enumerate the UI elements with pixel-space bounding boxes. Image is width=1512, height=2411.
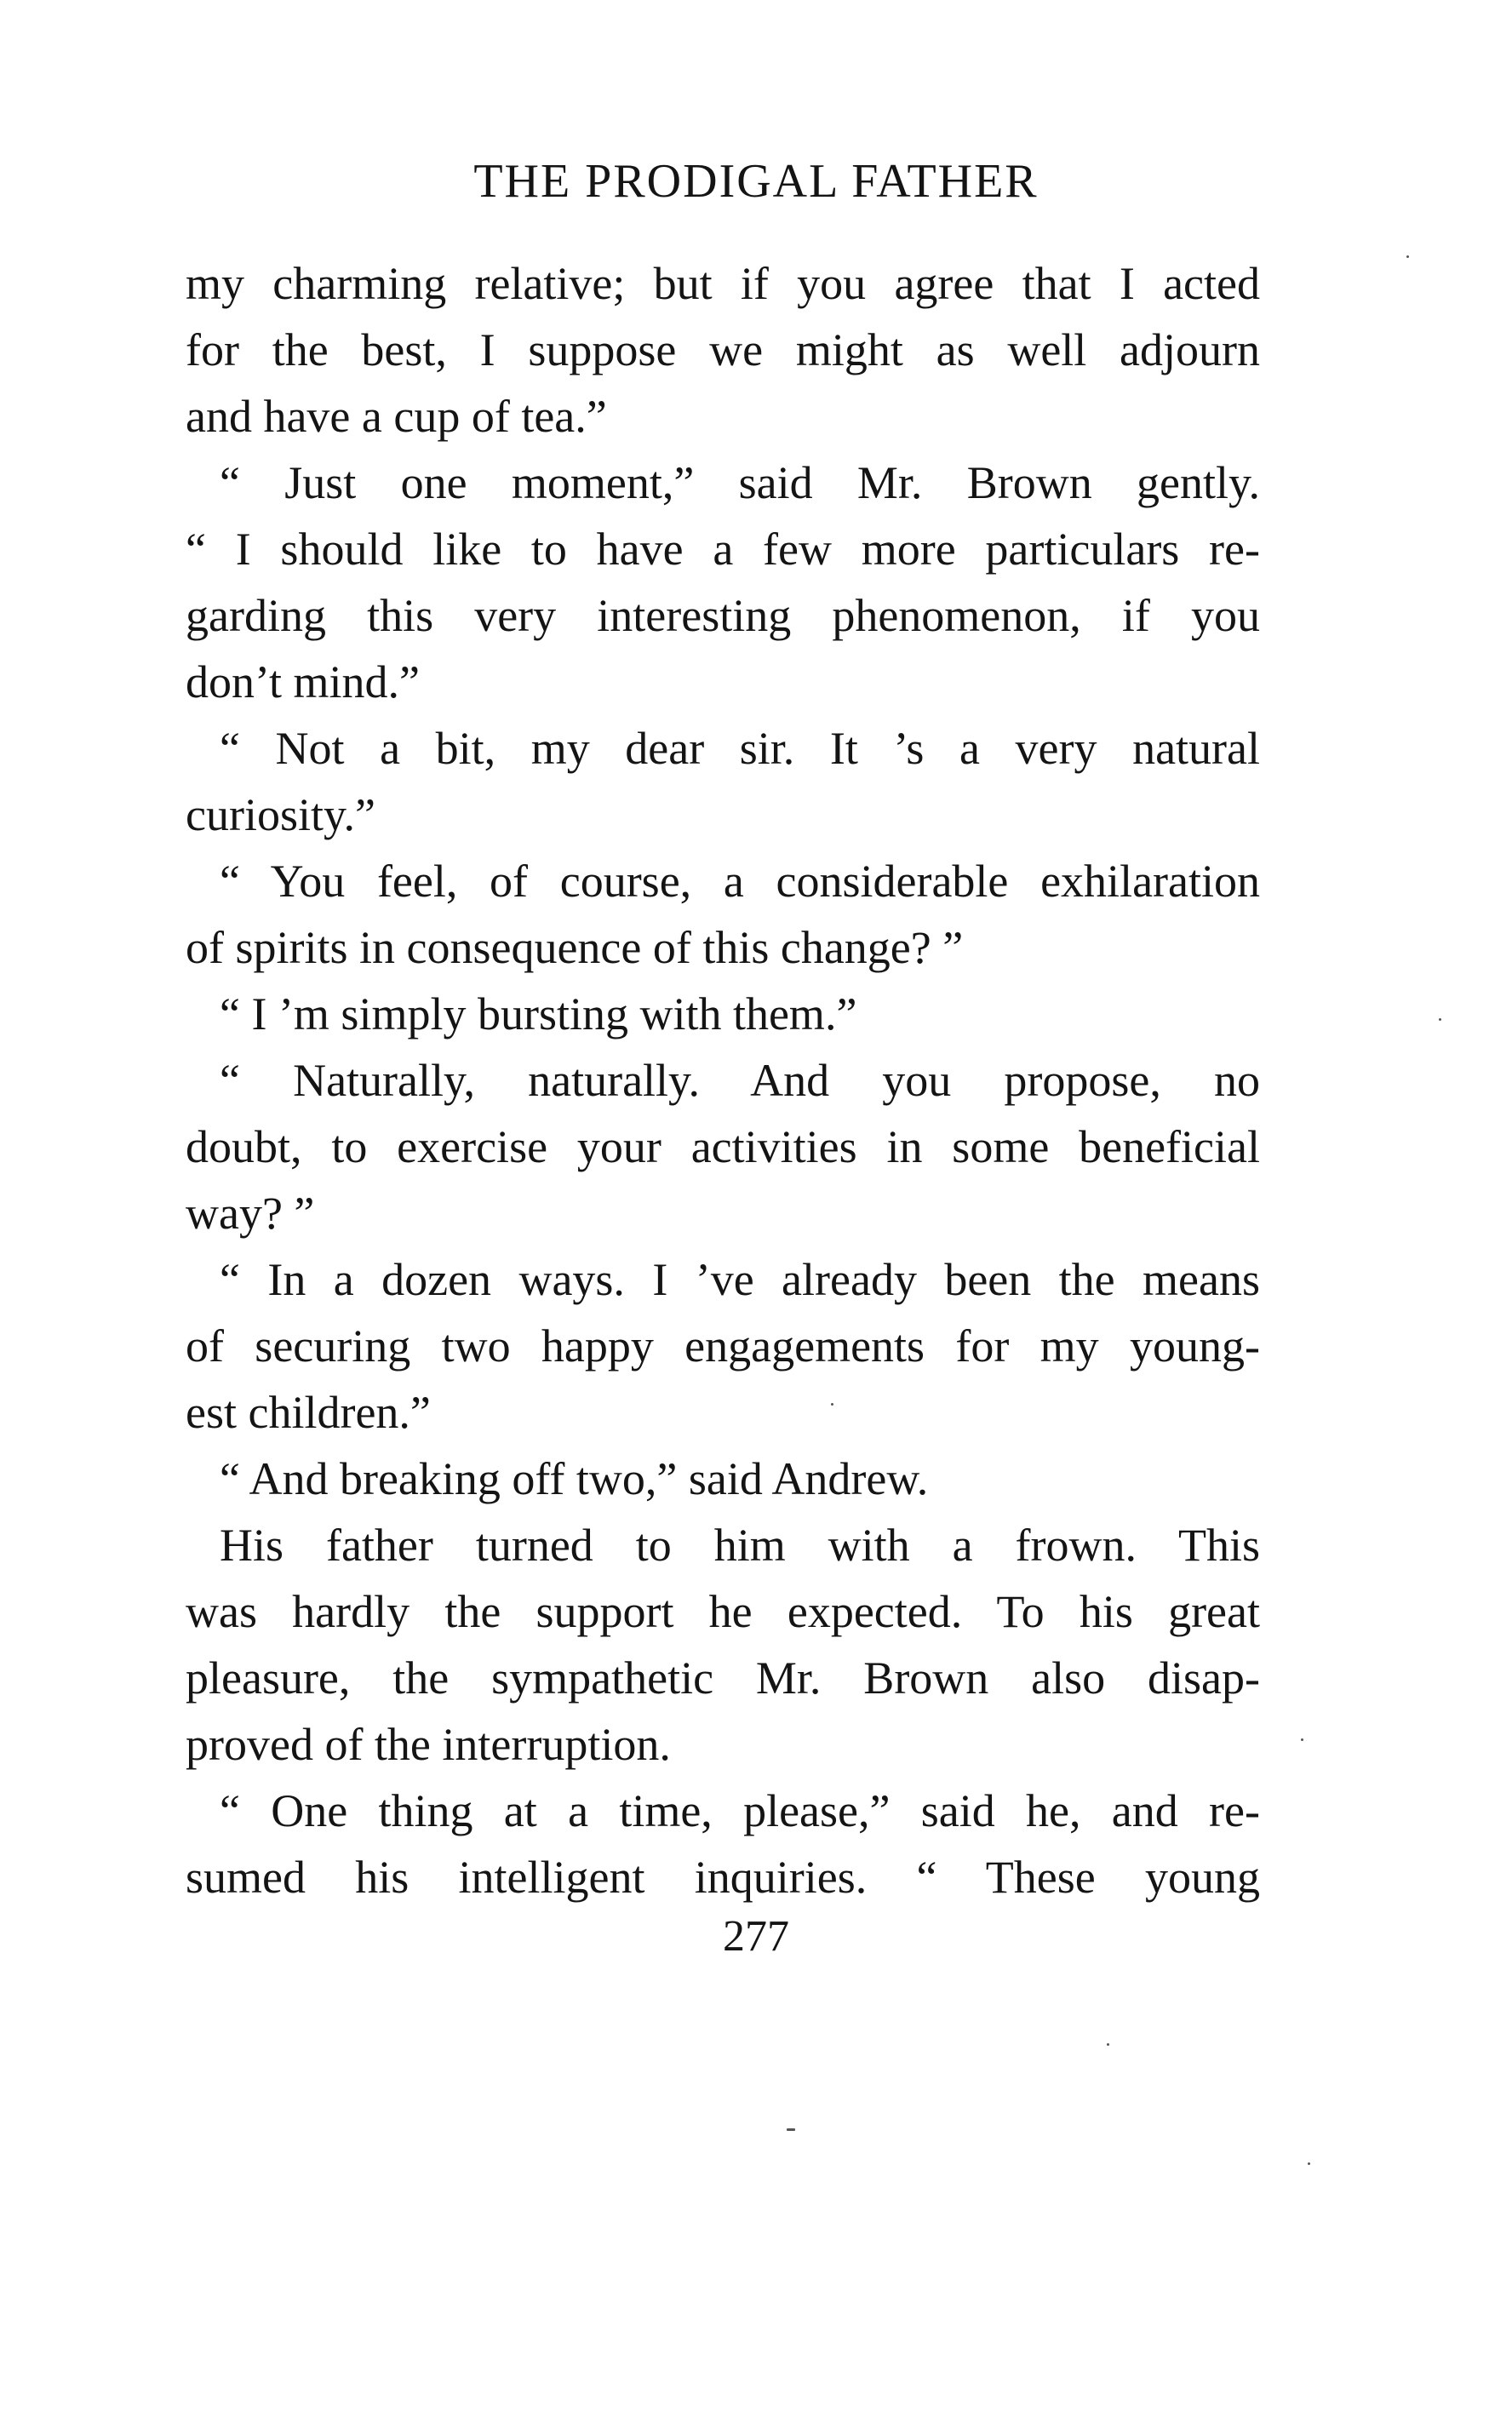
paragraph <box>186 981 1260 1047</box>
text-line: pleasure, the sympathetic Mr. Brown also disap- <box>186 1652 1260 1704</box>
text-line: “ Not a bit, my dear sir. It ’s a very natural <box>220 723 1260 774</box>
text-line: “ Naturally, naturally. And you propose, no <box>220 1055 1260 1106</box>
paragraph <box>186 715 1260 848</box>
paragraph <box>186 1778 1260 1910</box>
text-line: my charming relative; but if you agree that I acted <box>186 258 1260 309</box>
paragraph <box>186 1512 1260 1778</box>
scan-speck <box>1406 255 1409 258</box>
scan-speck <box>1439 1018 1441 1021</box>
text-line: “ I ’m simply bursting with them.” <box>220 988 857 1039</box>
scan-speck <box>787 2128 795 2131</box>
text-line: sumed his intelligent inquiries. “ These young <box>186 1852 1260 1903</box>
text-line: and have a cup of tea.” <box>186 391 607 442</box>
scan-speck <box>831 1403 833 1406</box>
text-line: “ One thing at a time, please,” said he, and re- <box>220 1785 1260 1836</box>
body-text <box>186 250 1260 1910</box>
text-line: way? ” <box>186 1188 315 1239</box>
text-line: of spirits in consequence of this change? ” <box>186 922 964 973</box>
scan-speck <box>1301 1738 1303 1741</box>
text-line: proved of the interruption. <box>186 1719 671 1770</box>
paragraph <box>186 1246 1260 1446</box>
text-line: doubt, to exercise your activities in some beneficial <box>186 1121 1260 1172</box>
text-line: “ And breaking off two,” said Andrew. <box>220 1453 929 1504</box>
text-line: for the best, I suppose we might as well adjourn <box>186 324 1260 375</box>
text-line: of securing two happy engagements for my young- <box>186 1320 1260 1372</box>
text-line: garding this very interesting phenomenon, if you <box>186 590 1260 641</box>
page-number: 277 <box>723 1912 789 1961</box>
text-line: “ You feel, of course, a considerable exhilaration <box>220 856 1260 907</box>
paragraph <box>186 250 1260 450</box>
scan-speck <box>1308 2162 1310 2165</box>
scan-speck <box>1107 2043 1109 2046</box>
running-head: THE PRODIGAL FATHER <box>473 155 1039 208</box>
text-line: His father turned to him with a frown. This <box>220 1520 1260 1571</box>
text-line: “ In a dozen ways. I ’ve already been the means <box>220 1254 1260 1305</box>
paragraph <box>186 1446 1260 1512</box>
text-line: “ I should like to have a few more particulars re- <box>186 524 1260 575</box>
text-line: was hardly the support he expected. To his great <box>186 1586 1260 1637</box>
paragraph <box>186 848 1260 981</box>
text-line: curiosity.” <box>186 789 375 840</box>
paragraph <box>186 1047 1260 1246</box>
paragraph <box>186 450 1260 715</box>
text-line: don’t mind.” <box>186 656 420 707</box>
text-line: est children.” <box>186 1387 431 1438</box>
text-line: “ Just one moment,” said Mr. Brown gently. <box>220 457 1260 508</box>
